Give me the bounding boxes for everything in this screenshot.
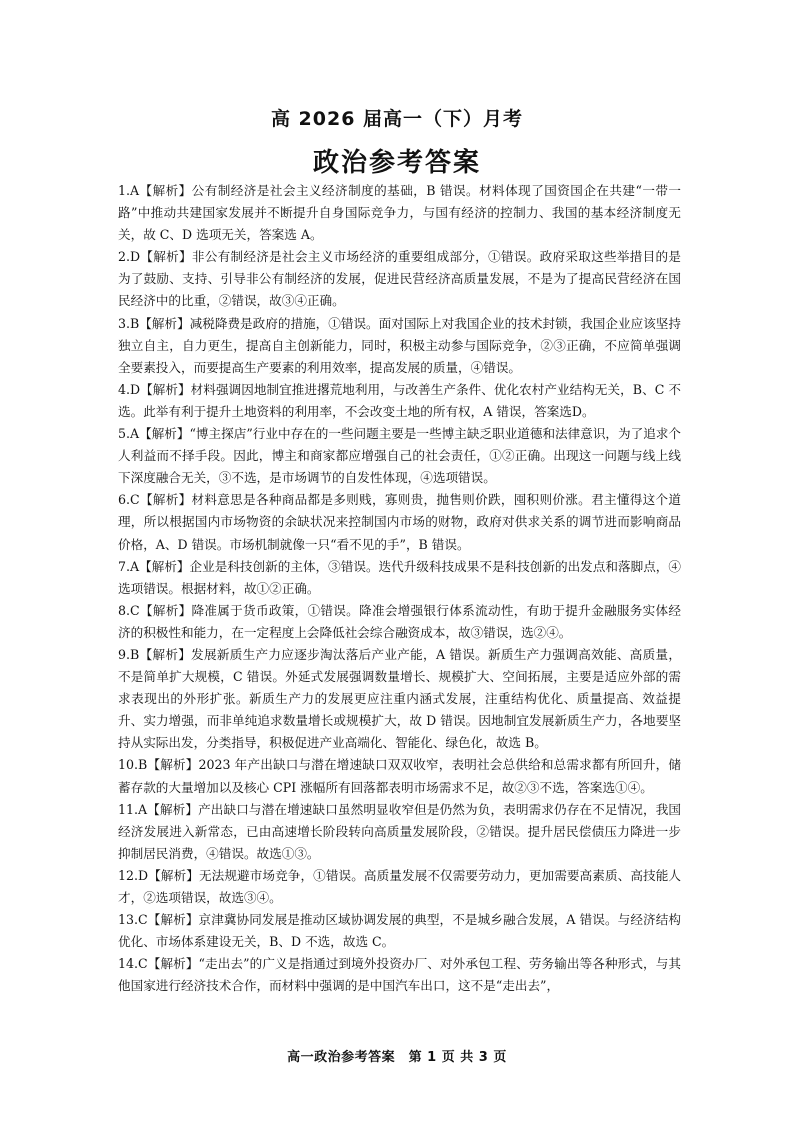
answer-item: 6.C【解析】材料意思是各种商品都是多则贱，寡则贵，抛售则价跌，囤积则价涨。君主懂得这个道理，所以根据国内市场物资的余缺状况来控制国内市场的财物，政府对供求关系的调节进而影响商品价格，A、D 错误。市场机制就像一只“看不见的手”，B 错误。 bbox=[118, 492, 681, 552]
page-footer: 高一政治参考答案 第 1 页 共 3 页 bbox=[287, 1050, 507, 1065]
answer-item: 4.D【解析】材料强调因地制宜推进撂荒地利用，与改善生产条件、优化农村产业结构无关，B、C 不选。此举有利于提升土地资料的利用率，不会改变土地的所有权，A 错误，答案选D。 bbox=[118, 381, 681, 419]
answer-item: 14.C【解析】“走出去”的广义是指通过到境外投资办厂、对外承包工程、劳务输出等各种形式，与其他国家进行经济技术合作，而材料中强调的是中国汽车出口，这不是“走出去”， bbox=[118, 956, 681, 994]
answer-item: 10.B【解析】2023 年产出缺口与潜在增速缺口双双收窄，表明社会总供给和总需求都有所回升，储蓄存款的大量增加以及核心 CPI 涨幅所有回落都表明市场需求不足，故②③不选，答案选①④。 bbox=[118, 757, 681, 795]
answer-item: 2.D【解析】非公有制经济是社会主义市场经济的重要组成部分，①错误。政府采取这些举措目的是为了鼓励、支持、引导非公有制经济的发展，促进民营经济高质量发展，不是为了提高民营经济在国民经济中的比重，②错误，故③④正确。 bbox=[118, 249, 681, 309]
exam-title: 高 2026 届高一（下）月考 bbox=[270, 108, 524, 130]
answer-item: 3.B【解析】减税降费是政府的措施，①错误。面对国际上对我国企业的技术封锁，我国企业应该坚持独立自主，自力更生，提高自主创新能力，同时，积极主动参与国际竞争，②③正确，不应简单强调全要素投入，而要提高生产要素的利用效率，提高发展的质量，④错误。 bbox=[118, 315, 681, 375]
answer-item: 7.A【解析】企业是科技创新的主体，③错误。迭代升级科技成果不是科技创新的出发点和落脚点，④选项错误。根据材料，故①②正确。 bbox=[118, 558, 681, 596]
answer-list bbox=[118, 180, 681, 997]
answer-item: 9.B【解析】发展新质生产力应逐步淘汰落后产业产能，A 错误。新质生产力强调高效能、高质量，不是简单扩大规模，C 错误。外延式发展强调数量增长、规模扩大、空间拓展，主要是适应外部的需求表现出的外形扩张。新质生产力的发展更应注重内涵式发展，注重结构优化、质量提高、效益提升、实力增强，而非单纯追求数量增长或规模扩大，故 D 错误。因地制宜发展新质生产力，各地要坚持从实际出发，分类指导，积极促进产业高端化、智能化、绿色化，故选 B。 bbox=[118, 646, 681, 751]
answer-item: 11.A【解析】产出缺口与潜在增速缺口虽然明显收窄但是仍然为负，表明需求仍存在不足情况，我国经济发展进入新常态，已由高速增长阶段转向高质量发展阶段，②错误。提升居民偿债压力降进一步抑制居民消费，④错误。故选①③。 bbox=[118, 801, 681, 861]
answer-item: 5.A【解析】“博主探店”行业中存在的一些问题主要是一些博主缺乏职业道德和法律意识，为了追求个人利益而不择手段。因此，博主和商家都应增强自己的社会责任，①②正确。出现这一问题与线上线下深度融合无关，③不选，是市场调节的自发性体现，④选项错误。 bbox=[118, 426, 681, 486]
answer-item: 13.C【解析】京津冀协同发展是推动区域协调发展的典型，不是城乡融合发展，A 错误。与经济结构优化、市场体系建设无关，B、D 不选，故选 C。 bbox=[118, 912, 681, 950]
answer-item: 1.A【解析】公有制经济是社会主义经济制度的基础，B 错误。材料体现了国资国企在共建“一带一路”中推动共建国家发展并不断提升自身国际竞争力，与国有经济的控制力、我国的基本经济制度无关，故 C、D 选项无关，答案选 A。 bbox=[118, 183, 681, 243]
answer-item: 12.D【解析】无法规避市场竞争，①错误。高质量发展不仅需要劳动力，更加需要高素质、高技能人才，②选项错误，故选③④。 bbox=[118, 867, 681, 905]
document-subtitle: 政治参考答案 bbox=[312, 148, 481, 178]
answer-item: 8.C【解析】降准属于货币政策，①错误。降准会增强银行体系流动性，有助于提升金融服务实体经济的积极性和能力，在一定程度上会降低社会综合融资成本，故③错误，选②④。 bbox=[118, 602, 681, 640]
